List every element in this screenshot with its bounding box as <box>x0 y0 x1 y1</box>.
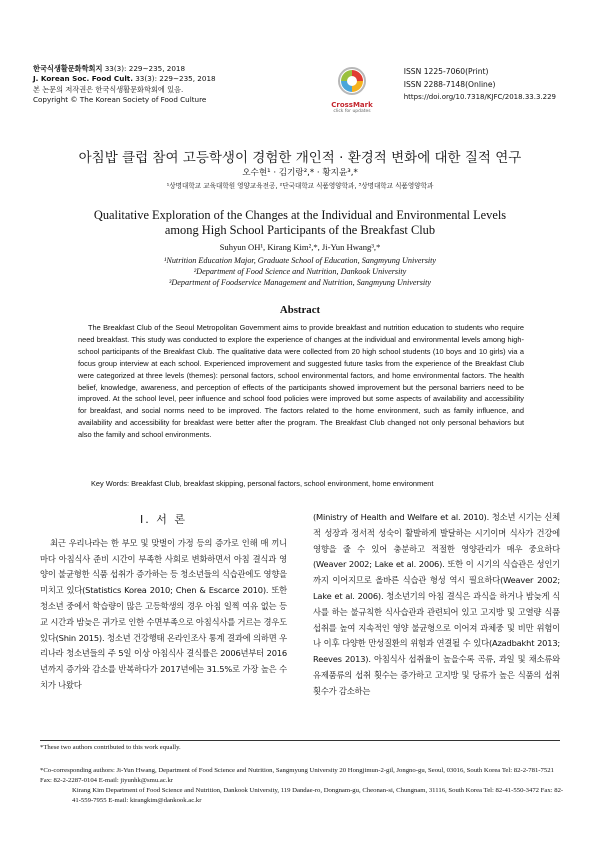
affiliation-3: ³Department of Foodservice Management and Nutrition, Sangmyung University <box>168 278 432 287</box>
copyright-note-ko: 본 논문의 저작권은 한국식생활문화학회에 있음. <box>33 84 184 94</box>
body-column-right <box>313 510 560 700</box>
issn-online: ISSN 2288-7148(Online) <box>403 79 496 89</box>
keywords <box>91 479 531 488</box>
keywords-label: Key Words: <box>91 479 130 488</box>
footnote-corresponding-2: Kirang Kim Department of Food Science and Nutrition, Dankook University, 119 Dandae-ro, Dongnam-gu, Cheonan-si, Chungnam, 31116, South Korea Tel: 82-41-550-3472 Fax: 82-41-559-7955 E-mail: kirangkim@dankook.ac.kr <box>72 787 564 804</box>
crossmark-sub: click for updates <box>333 109 371 114</box>
affiliations-english <box>0 255 600 288</box>
title-english-line2: among High School Participants of the Breakfast Club <box>164 223 436 237</box>
issn-block <box>404 66 556 104</box>
footnote-corresponding <box>40 766 564 806</box>
journal-name-en: J. Korean Soc. Food Cult. 33(3): 229~235, 2018 <box>33 74 216 84</box>
footnote-divider <box>40 740 560 741</box>
crossmark-icon <box>337 66 367 96</box>
copyright: Copyright © The Korean Society of Food Culture <box>33 95 207 105</box>
section-heading: Ⅰ. 서 론 <box>140 513 187 526</box>
title-english-line1: Qualitative Exploration of the Changes at the Individual and Environmental Levels <box>93 208 507 222</box>
body-column-left <box>40 510 287 694</box>
crossmark-label: CrossMark <box>331 101 373 109</box>
footnote-equal-contribution: *These two authors contributed to this work equally. <box>40 744 181 751</box>
intro-paragraph-1: 최근 우리나라는 한 부모 및 맞벌이 가정 등의 증가로 인해 매 끼니마다 아침식사 준비 시간이 부족한 사회로 변화하면서 아침 결식과 영양이 불균형한 식품 섭취가 증가하는 등 청소년들의 식습관에도 영향을 미치고 있다(Statistics Korea 2010; Chen & Escarce 2010). 또한 청소년 중에서 학습량이 많은 고등학생의 경우 아침 일찍 여유 없는 등교 시간과 밤늦은 귀가로 인한 수면부족으로 아침식사를 거르는 경우도 있다(Shin 2015). 청소년 건강행태 온라인조사 통계 결과에 의하면 우리나라 청소년들의 주 5일 이상 아침식사 결식률은 2006년부터 2016년까지 증가와 감소를 반복하다가 2017년에는 31.5%로 가장 높은 수치가 나왔다 <box>40 537 287 690</box>
title-english <box>60 208 540 238</box>
journal-header <box>33 64 216 106</box>
journal-name-ko: 한국식생활문화학회지 33(3): 229~235, 2018 <box>33 64 186 73</box>
affiliation-1: ¹Nutrition Education Major, Graduate School of Education, Sangmyung University <box>163 256 437 265</box>
authors-korean: 오수현¹ · 김기랑²,* · 황지윤³,* <box>242 168 358 178</box>
authors-english: Suhyun OH¹, Kirang Kim²,*, Ji-Yun Hwang³,* <box>219 242 381 252</box>
abstract-heading: Abstract <box>279 304 321 316</box>
footnote-corresponding-1: *Co-corresponding authors: Ji-Yun Hwang, Department of Food Science and Nutrition, Sangmyung University 20 Hongjimun-2-gil, Jongno-gu, Seoul, 03016, South Korea Tel: 82-2-781-7521 Fax: 82-2-2287-0104 E-mail: jiyunhk@smu.ac.kr <box>40 767 554 784</box>
crossmark-badge[interactable] <box>322 66 382 114</box>
intro-paragraph-2: (Ministry of Health and Welfare et al. 2010). 청소년 시기는 신체적 성장과 정서적 성숙이 활발하게 발달하는 시기이며 식사가 건강에 영향을 줄 수 있어 충분하고 적절한 영양관리가 매우 중요하다(Weaver 2002; Lake et al. 2006). 또한 이 시기의 식습관은 성인기까지 이어지므로 올바른 식습관 형성 역시 필요하다(Weaver 2002; Lake et al. 2006). 청소년기의 아침 결식은 과식을 하거나 밤늦게 식사를 하는 불규칙한 식사습관과 관련되어 있고 고지방 및 고열량 식품 섭취를 높여 지속적인 영양 불균형으로 이어져 과체중 및 비만 위험이나 이후 다양한 만성질환의 위험과 연결될 수 있다(Azadbakht 2013; Reeves 2013). 아침식사 섭취율이 높을수록 곡류, 과일 및 채소류와 유제품류의 섭취 횟수는 증가하고 고지방 및 당류가 높은 식품의 섭취 횟수가 감소하는 <box>313 512 560 696</box>
issn-print: ISSN 1225-7060(Print) <box>403 67 489 76</box>
affiliation-2: ²Department of Food Science and Nutrition, Dankook University <box>193 267 407 276</box>
title-korean: 아침밥 클럽 참여 고등학생이 경험한 개인적 · 환경적 변화에 대한 질적 연구 <box>78 150 522 166</box>
keywords-text: Breakfast Club, breakfast skipping, personal factors, school environment, home environment <box>129 479 434 488</box>
affiliations-korean: ¹상명대학교 교육대학원 영양교육전공, ²단국대학교 식품영양학과, ³상명대학교 식품영양학과 <box>166 182 434 190</box>
abstract-body: The Breakfast Club of the Seoul Metropolitan Government aims to provide breakfast and nutrition education to students who require need breakfast. This study was conducted to explore the experience of changes at the individual and environmental levels among high-school participants of the Breakfast Club. The qualitative data were collected from 20 high school students (10 boys and 10 girls) via a focus group interview at each school. Experienced improvement and suggested future tasks from the experience of the Breakfast Club were categorized at three levels (themes): personal factors, school environmental factors, and home environmental factors. The health belief, knowledge, awareness, and perception of effects of the participants showed improvement but the personal barriers need to be improved. At the school level, peer influence and school food policies were improved but some aspects of availability and accessibility for breakfast, and social norms need to be improved. The factors related to the home environment, such as family influence, and availability and accessibility for breakfast were better after the program. The Breakfast Club changed not only personal behaviors but also the family and school environments. <box>78 323 524 440</box>
doi-link[interactable]: https://doi.org/10.7318/KJFC/2018.33.3.229 <box>403 93 556 102</box>
